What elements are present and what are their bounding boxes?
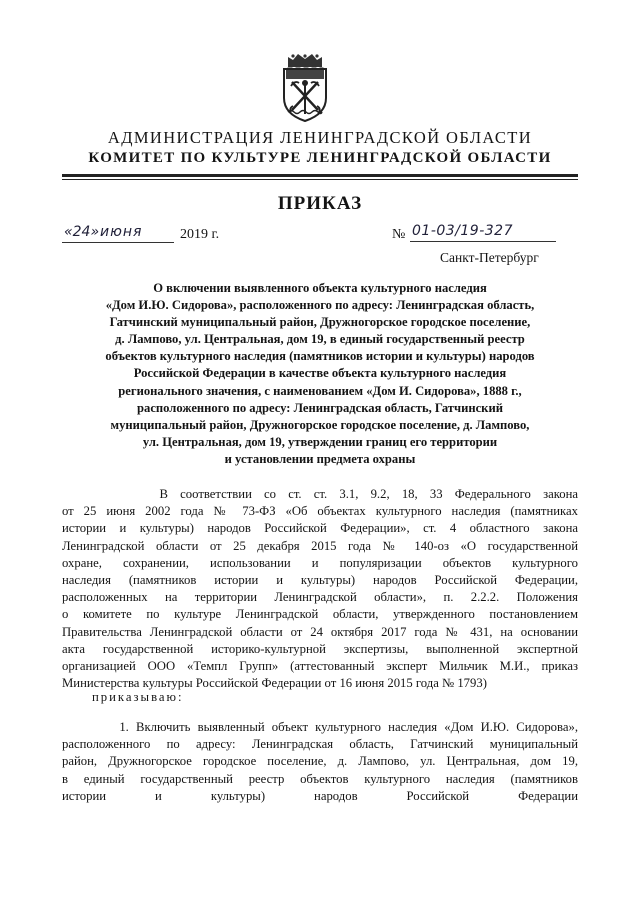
order-item-1 [62,719,578,805]
subject-line: объектов культурного наследия (памятников истории и культуры) народов [105,349,535,364]
date-underline [62,242,174,243]
paragraph-line: о комитете по культуре Ленинградской области, утвержденного постановлением [62,607,578,622]
number-sign: № [392,227,406,242]
date-year: 2019 г. [180,227,220,242]
header-divider-thin [62,179,578,180]
subject-line: ул. Центральная, дом 19, утверждении границ его территории [142,434,498,449]
paragraph-line: Правительства Ленинградской области от 24 октября 2017 года № 431, на основании [62,624,578,639]
subject-line: регионального значения, с наименованием «Дом И. Сидорова», 1888 г., [118,383,522,398]
organization-name: АДМИНИСТРАЦИЯ ЛЕНИНГРАДСКОЙ ОБЛАСТИ [107,128,533,147]
header-divider-thick [62,174,578,177]
paragraph-line: 1. Включить выявленный объект культурного наследия «Дом И.Ю. Сидорова», [62,720,578,734]
subject-line: «Дом И.Ю. Сидорова», расположенного по адресу: Ленинградская область, [105,298,535,313]
paragraph-line: истории и культуры) народов Российской Федерации», ст. 4 областного закона [62,521,578,536]
document-title: ПРИКАЗ [277,193,363,214]
paragraph-line: расположенных на территории Ленинградской области», п. 2.2.2. Положения [62,590,578,605]
order-date [62,224,282,248]
paragraph-line: организацией ООО «Темпл Групп» (аттестованный эксперт Мильчик М.И., приказ [62,658,578,673]
paragraph-line: расположенного по адресу: Ленинградская область, Гатчинский муниципальный [62,737,578,752]
directive-word: приказываю: [92,690,184,704]
paragraph-line: район, Дружногорское городское поселение, д. Лампово, ул. Центральная, дом 19, [62,754,578,769]
subject-line: д. Лампово, ул. Центральная, дом 19, в единый государственный реестр [115,332,525,347]
date-day: «24» [64,224,100,240]
paragraph-line: наследия (памятников истории и культуры) народов Российской Федерации, [62,572,578,587]
coat-of-arms-icon [279,50,331,123]
city-name: Санкт-Петербург [440,250,539,265]
paragraph-line: акта государственной историко-культурной экспертизы, выполненной экспертной [62,641,578,656]
committee-name: КОМИТЕТ ПО КУЛЬТУРЕ ЛЕНИНГРАДСКОЙ ОБЛАСТИ [88,150,552,166]
number-underline [410,241,556,242]
subject-line: Российской Федерации в качестве объекта культурного наследия [133,366,507,381]
date-month: июня [100,224,143,240]
subject-line: и установлении предмета охраны [224,451,416,466]
paragraph-line: от 25 июня 2002 года № 73-ФЗ «Об объектах культурного наследия (памятниках [62,504,578,519]
order-subject [62,280,578,468]
paragraph-line: в единый государственный реестр объектов культурного наследия (памятников [62,771,578,786]
preamble-paragraph [62,486,578,692]
subject-line: расположенного по адресу: Ленинградская область, Гатчинский [137,400,503,415]
paragraph-line: истории и культуры) народов Российской Федерации [62,788,578,803]
paragraph-line: Ленинградской области от 25 декабря 2015 года № 140-оз «О государственной [62,538,578,553]
order-number [392,222,582,248]
subject-line: Гатчинский муниципальный район, Дружногорское городское поселение, [109,315,531,330]
paragraph-line: охране, сохранении, использовании и популяризации объектов культурного [62,555,578,570]
number-value: 01-03/19-327 [412,223,513,239]
paragraph-line: В соответствии со ст. ст. 3.1, 9.2, 18, 33 Федерального закона [62,487,578,501]
subject-line: муниципальный район, Дружногорское городское поселение, д. Лампово, [110,417,530,432]
paragraph-line: Министерства культуры Российской Федерации от 16 июня 2015 года № 1793) [62,676,487,691]
subject-line: О включении выявленного объекта культурного наследия [153,281,487,295]
